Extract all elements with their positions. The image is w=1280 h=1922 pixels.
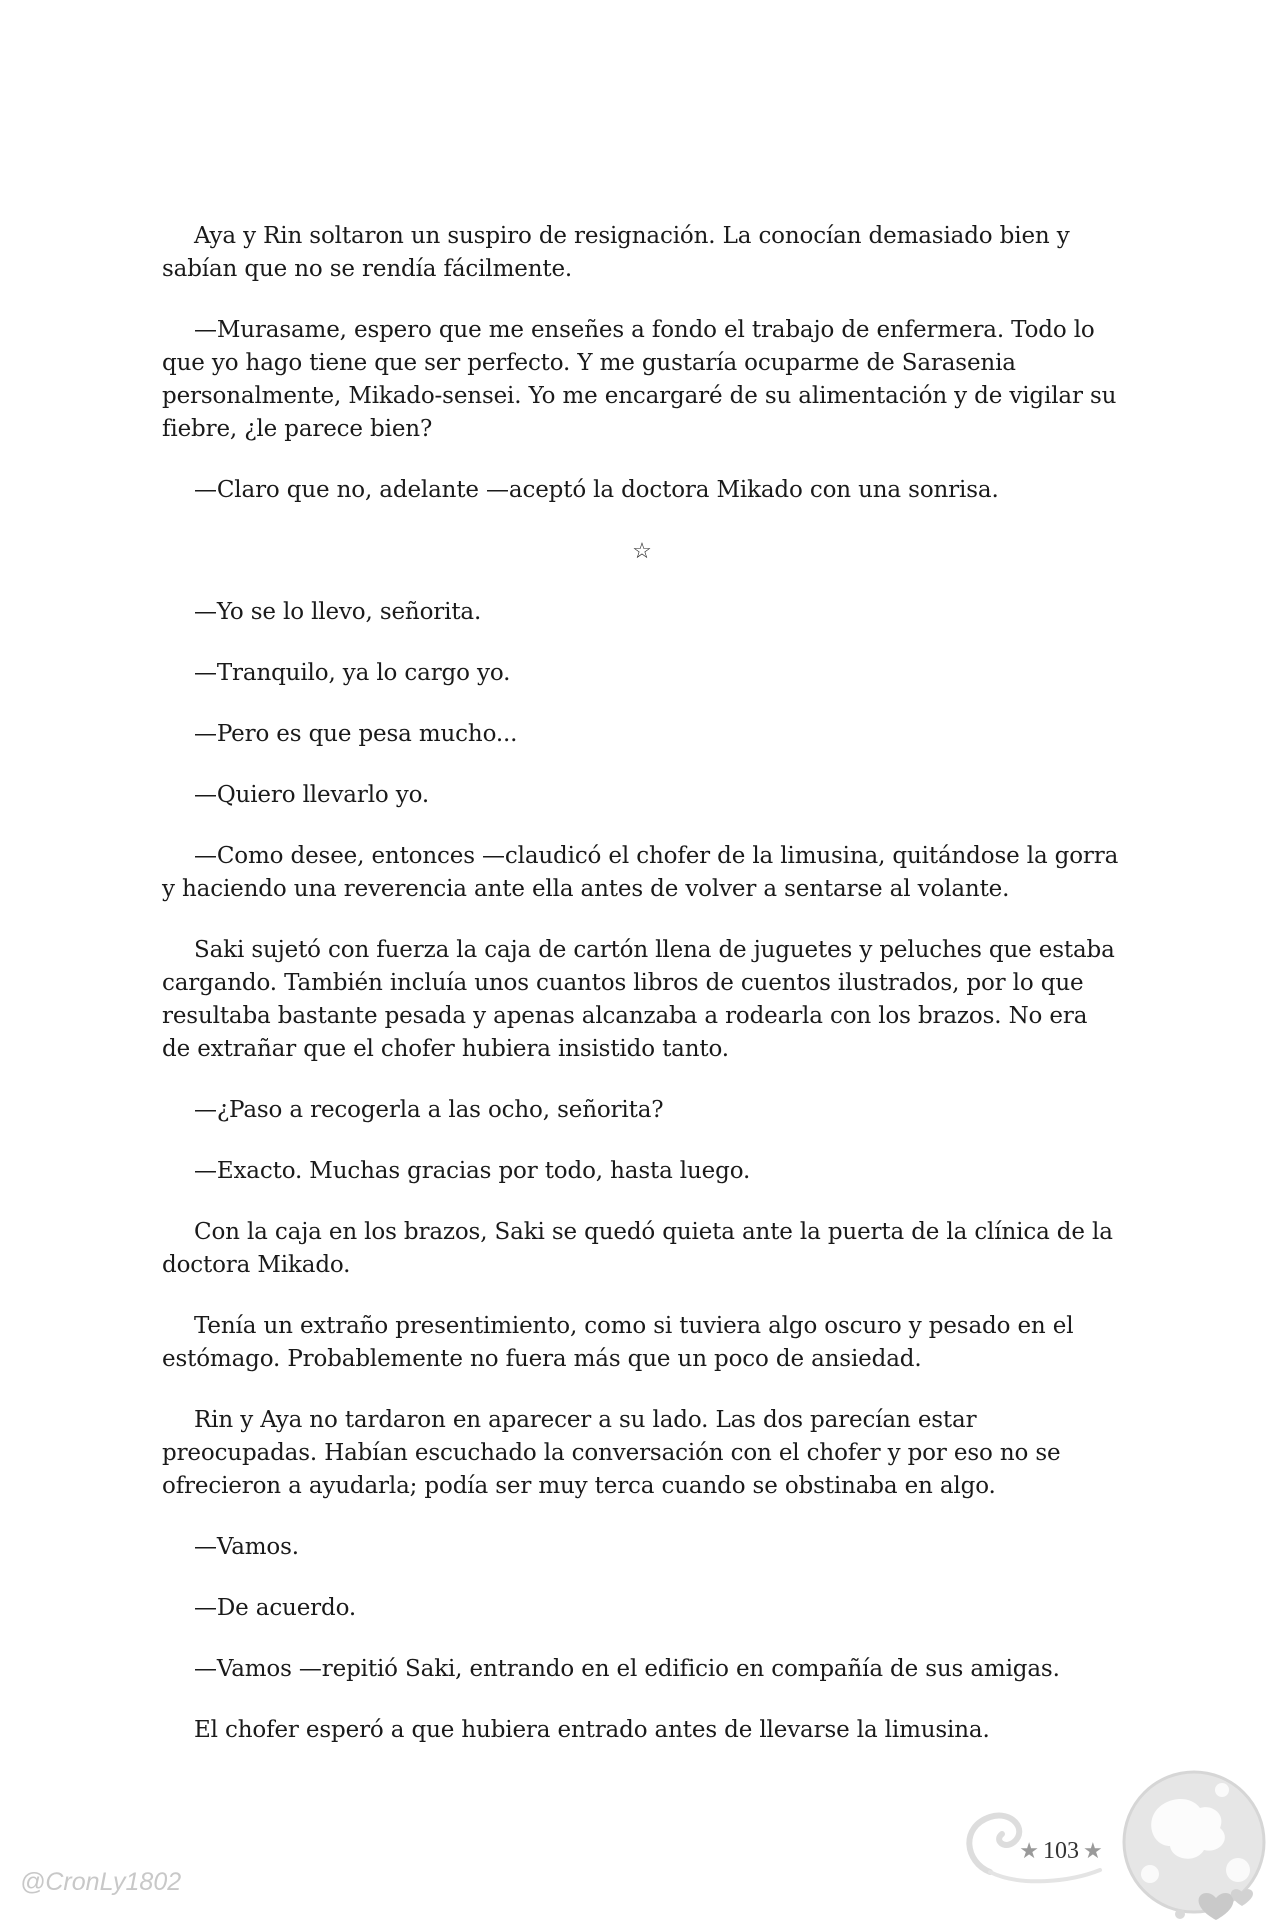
paragraph: —Pero es que pesa mucho... [194, 721, 518, 747]
paragraph: El chofer esperó a que hubiera entrado antes de llevarse la limusina. [194, 1717, 990, 1743]
page-body [162, 220, 1122, 1775]
paragraph: Rin y Aya no tardaron en aparecer a su lado. Las dos parecían estar preocupadas. Habían escuchado la conversación con el chofer y por eso no se ofrecieron a ayudarla; podía ser muy terca cuando se obstinaba en algo. [162, 1407, 1061, 1499]
paragraph: Saki sujetó con fuerza la caja de cartón llena de juguetes y peluches que estaba cargando. También incluía unos cuantos libros de cuentos ilustrados, por lo que resultaba bastante pesada y apenas alcanzaba a rodearla con los brazos. No era de extrañar que el chofer hubiera insistido tanto. [162, 937, 1115, 1062]
paragraph: —De acuerdo. [194, 1595, 357, 1621]
paragraph: —Vamos —repitió Saki, entrando en el edificio en compañía de sus amigas. [194, 1656, 1060, 1682]
star-left-icon: ★ [1019, 1838, 1039, 1863]
watermark: @CronLy1802 [20, 1868, 182, 1896]
footer-moon-decoration-icon [950, 1742, 1280, 1922]
paragraph: Con la caja en los brazos, Saki se quedó quieta ante la puerta de la clínica de la doctora Mikado. [162, 1219, 1113, 1278]
paragraph: —¿Paso a recogerla a las ocho, señorita? [194, 1097, 664, 1123]
page-number [1016, 1834, 1106, 1868]
paragraph: —Quiero llevarlo yo. [194, 782, 430, 808]
paragraph: —Tranquilo, ya lo cargo yo. [194, 660, 511, 686]
page-number-value: 103 [1043, 1838, 1079, 1864]
paragraph: —Yo se lo llevo, señorita. [194, 599, 482, 625]
paragraph: —Murasame, espero que me enseñes a fondo el trabajo de enfermera. Todo lo que yo hago tiene que ser perfecto. Y me gustaría ocuparme de Sarasenia personalmente, Mikado-sensei. Yo me encargaré de su alimentación y de vigilar su fiebre, ¿le parece bien? [162, 317, 1117, 442]
paragraph: —Exacto. Muchas gracias por todo, hasta luego. [194, 1158, 751, 1184]
paragraph: —Claro que no, adelante —aceptó la doctora Mikado con una sonrisa. [194, 477, 999, 503]
paragraph: Aya y Rin soltaron un suspiro de resignación. La conocían demasiado bien y sabían que no se rendía fácilmente. [162, 223, 1070, 282]
paragraph: Tenía un extraño presentimiento, como si tuviera algo oscuro y pesado en el estómago. Probablemente no fuera más que un poco de ansiedad. [162, 1313, 1074, 1372]
star-right-icon: ★ [1083, 1838, 1103, 1863]
scene-break-star-icon: ☆ [632, 539, 652, 564]
paragraph: —Vamos. [194, 1534, 299, 1560]
paragraph: —Como desee, entonces —claudicó el chofer de la limusina, quitándose la gorra y haciendo una reverencia ante ella antes de volver a sentarse al volante. [162, 843, 1119, 902]
